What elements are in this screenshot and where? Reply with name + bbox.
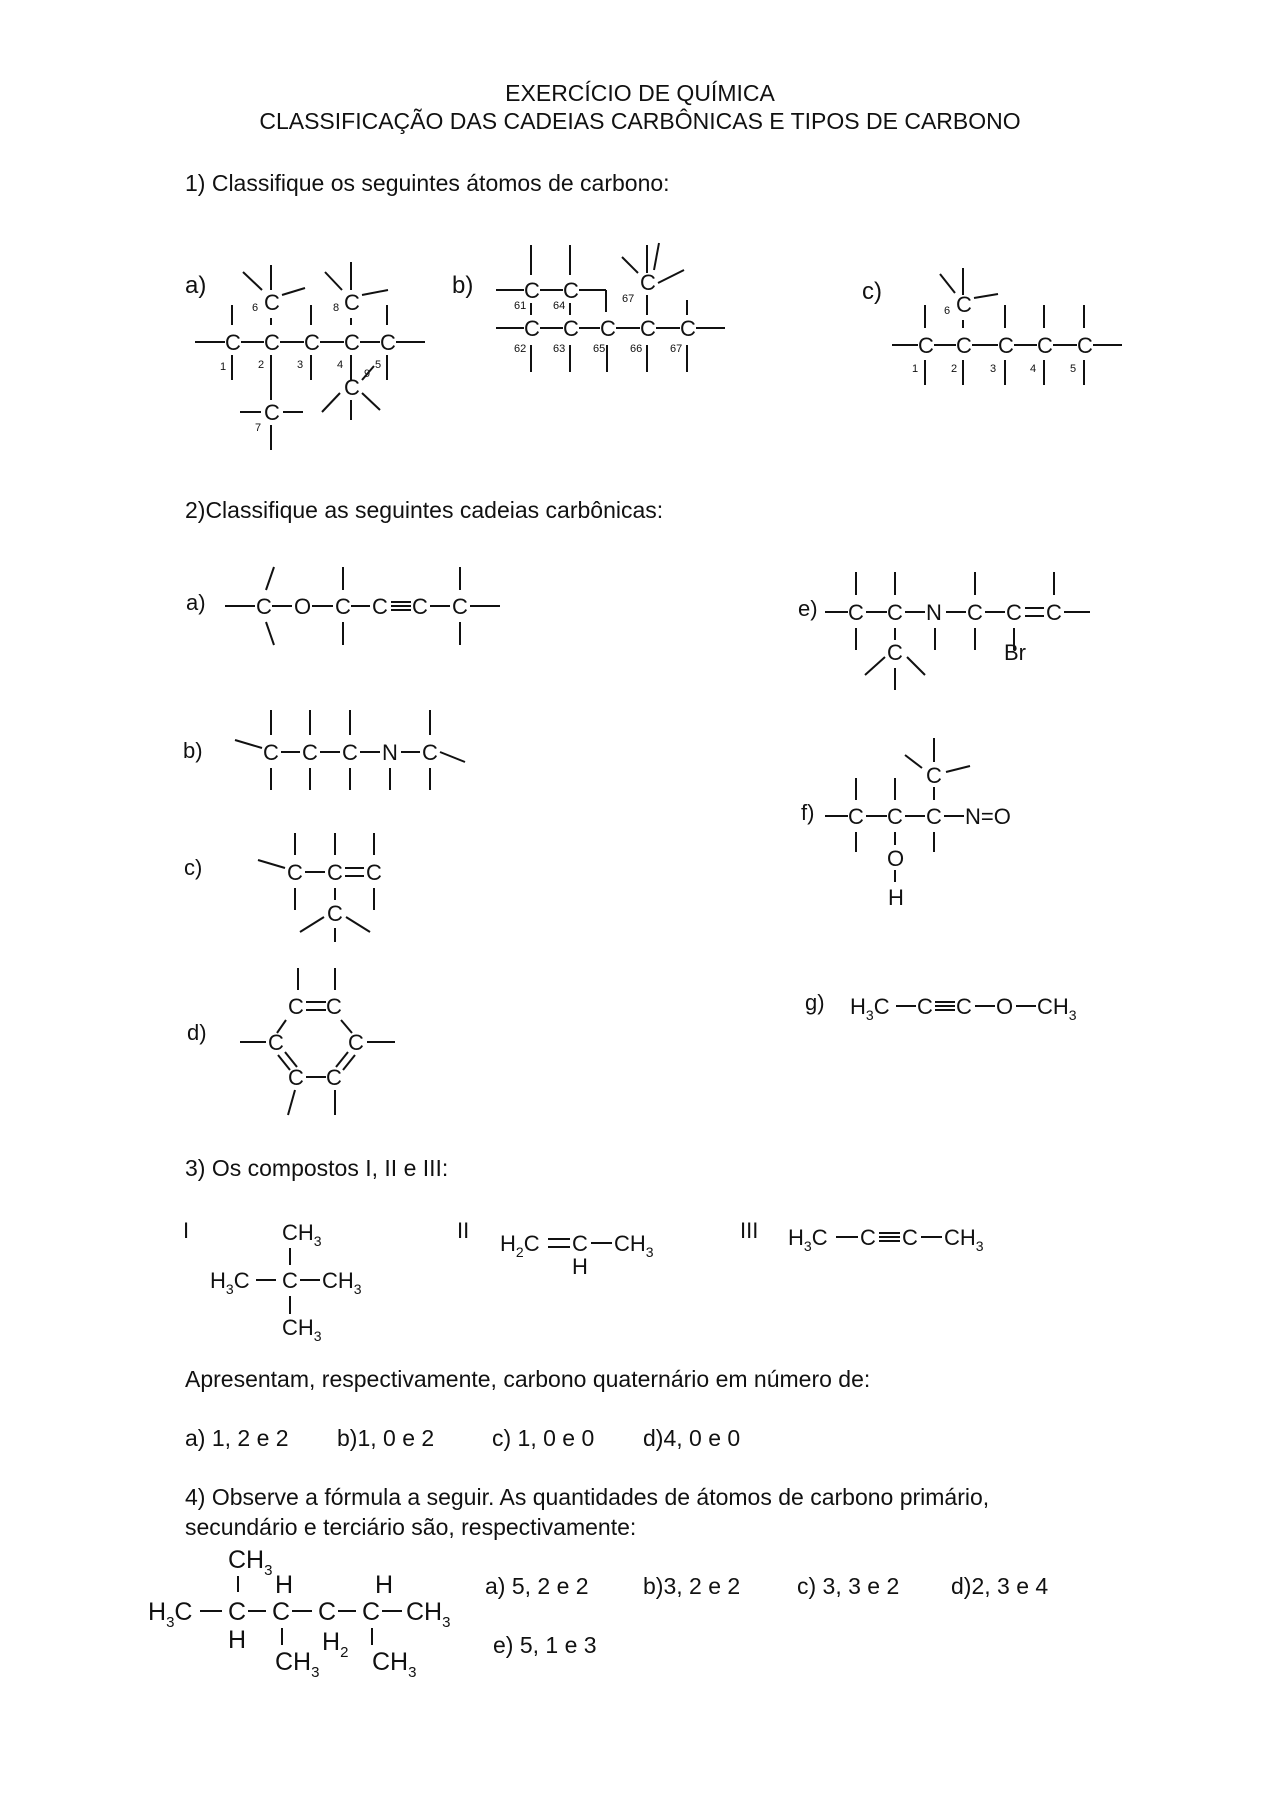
q3-option-d: d)4, 0 e 0: [643, 1425, 741, 1451]
q2e-structure: [825, 572, 1090, 690]
q2-label-d: d): [187, 1020, 207, 1045]
svg-text:C: C: [967, 600, 983, 625]
svg-text:C: C: [304, 330, 320, 355]
svg-text:CH3: $CH_3$: [228, 1546, 273, 1579]
svg-text:CH3: $CH_3$: [406, 1598, 451, 1631]
q3-compound-I: [210, 1220, 362, 1344]
q1b-number-62: 62: [514, 343, 527, 355]
q1a-number-1: 1: [220, 361, 227, 373]
question-4-text-line1: 4) Observe a fórmula a seguir. As quantidades de átomos de carbono primário,: [185, 1484, 990, 1510]
svg-text:C: C: [228, 1598, 247, 1626]
svg-text:C: C: [887, 640, 903, 665]
q1b-number-61: 61: [514, 300, 527, 312]
q1a-number-8: 8: [333, 302, 340, 314]
svg-text:CH3: $CH_3$: [614, 1231, 654, 1260]
q1b-number-63: 63: [553, 343, 566, 355]
svg-text:CH3: $CH_3$: [944, 1225, 984, 1254]
q4-option-a: a) 5, 2 e 2: [485, 1573, 589, 1599]
svg-text:C: C: [917, 994, 933, 1019]
q2d-structure: [240, 968, 395, 1115]
svg-text:C: C: [848, 600, 864, 625]
q4-option-e: e) 5, 1 e 3: [493, 1632, 597, 1658]
q1c-number-6: 6: [944, 305, 951, 317]
page-subtitle: CLASSIFICAÇÃO DAS CADEIAS CARBÔNICAS E TIPOS DE CARBONO: [259, 108, 1021, 134]
svg-text:CH3: $CH_3$: [322, 1268, 362, 1297]
question-2-text: 2)Classifique as seguintes cadeias carbônicas:: [185, 497, 664, 523]
svg-text:N: N: [926, 600, 942, 625]
q1a-number-9: 9: [364, 368, 371, 380]
q1c-number-4: 4: [1030, 363, 1037, 375]
svg-text:O: O: [996, 994, 1014, 1019]
svg-text:C: C: [640, 270, 656, 295]
svg-text:C: C: [264, 330, 280, 355]
q4-option-b: b)3, 2 e 2: [643, 1573, 741, 1599]
q2-label-a: a): [186, 590, 206, 615]
page-title: EXERCÍCIO DE QUÍMICA: [505, 80, 775, 106]
question-3-text: 3) Os compostos I, II e III:: [185, 1155, 449, 1181]
q1-label-a: a): [185, 272, 207, 299]
svg-text:C: C: [1046, 600, 1062, 625]
svg-text:C: C: [926, 804, 942, 829]
q2a-structure: [225, 567, 500, 645]
svg-text:C: C: [412, 594, 428, 619]
svg-text:H3C: $H_3C$: [210, 1268, 250, 1297]
svg-text:H2C: $H_2C$: [500, 1231, 540, 1260]
svg-text:CH3: $CH_3$: [1037, 994, 1077, 1023]
svg-text:H: H: [572, 1254, 588, 1279]
svg-text:C: C: [887, 804, 903, 829]
q1c-number-2: 2: [951, 363, 958, 375]
svg-text:O: O: [294, 594, 312, 619]
q3-compound-II: [500, 1231, 654, 1279]
svg-text:C: C: [902, 1225, 918, 1250]
svg-text:H3C: $H_3C$: [148, 1598, 193, 1631]
q1-label-c: c): [862, 278, 882, 305]
svg-text:C: C: [422, 740, 438, 765]
svg-text:C: C: [372, 594, 388, 619]
svg-text:C: C: [956, 994, 972, 1019]
q1a-number-7: 7: [255, 422, 262, 434]
question-1-text: 1) Classifique os seguintes átomos de carbono:: [185, 170, 670, 196]
q1a-number-3: 3: [297, 359, 304, 371]
svg-text:C: C: [282, 1268, 298, 1293]
svg-text:C: C: [362, 1598, 381, 1626]
q2e-substituent: Br: [1004, 640, 1026, 665]
q2f-group: N=O: [965, 804, 1011, 829]
q1a-structure: [195, 262, 425, 450]
svg-text:CH3: $CH_3$: [282, 1220, 322, 1249]
svg-text:C: C: [926, 763, 942, 788]
svg-text:C: C: [680, 316, 696, 341]
q2g-structure: [850, 994, 1077, 1023]
q4-option-c: c) 3, 3 e 2: [797, 1573, 900, 1599]
q3-compound-III: [788, 1225, 984, 1254]
q1a-number-2: 2: [258, 359, 265, 371]
svg-text:C: C: [288, 1065, 304, 1090]
q1-label-b: b): [452, 272, 474, 299]
svg-text:C: C: [288, 994, 304, 1019]
q1b-number-65: 65: [593, 343, 606, 355]
q1c-number-1: 1: [912, 363, 919, 375]
svg-text:C: C: [524, 316, 540, 341]
q2-label-g: g): [805, 990, 825, 1015]
q1b-structure: [496, 243, 725, 372]
svg-text:C: C: [272, 1598, 291, 1626]
svg-text:C: C: [366, 860, 382, 885]
svg-text:C: C: [326, 1065, 342, 1090]
svg-text:C: C: [263, 740, 279, 765]
q3-label-I: I: [183, 1218, 190, 1243]
svg-text:C: C: [335, 594, 351, 619]
svg-text:C: C: [848, 804, 864, 829]
svg-text:C: C: [264, 400, 280, 425]
svg-text:C: C: [600, 316, 616, 341]
svg-text:CH3: $CH_3$: [275, 1648, 320, 1681]
svg-text:CH3: $CH_3$: [282, 1315, 322, 1344]
svg-text:H: H: [228, 1626, 247, 1654]
svg-text:C: C: [1006, 600, 1022, 625]
svg-text:C: C: [327, 860, 343, 885]
svg-text:C: C: [956, 333, 972, 358]
q4-formula: [148, 1546, 450, 1681]
q1a-number-6: 6: [252, 302, 259, 314]
q4-option-d: d)2, 3 e 4: [951, 1573, 1049, 1599]
svg-text:H: H: [888, 885, 904, 910]
svg-text:C: C: [327, 901, 343, 926]
svg-text:C: C: [563, 316, 579, 341]
svg-text:C: C: [342, 740, 358, 765]
svg-text:C: C: [998, 333, 1014, 358]
q1c-number-5: 5: [1070, 363, 1077, 375]
svg-text:C: C: [640, 316, 656, 341]
q2-label-f: f): [801, 800, 815, 825]
svg-text:C: C: [326, 994, 342, 1019]
svg-text:C: C: [1077, 333, 1093, 358]
svg-text:C: C: [344, 290, 360, 315]
q3-option-c: c) 1, 0 e 0: [492, 1425, 595, 1451]
q2c-structure: [258, 833, 382, 942]
svg-text:H3C: $H_3C$: [788, 1225, 828, 1254]
q1b-number-66: 66: [630, 343, 643, 355]
q3-statement: Apresentam, respectivamente, carbono quaternário em número de:: [185, 1366, 871, 1392]
svg-text:O: O: [887, 846, 905, 871]
q1a-number-4: 4: [337, 359, 344, 371]
q3-option-a: a) 1, 2 e 2: [185, 1425, 289, 1451]
svg-text:C: C: [956, 292, 972, 317]
svg-text:C: C: [287, 860, 303, 885]
svg-text:C: C: [380, 330, 396, 355]
svg-text:C: C: [344, 375, 360, 400]
q2-label-b: b): [183, 738, 203, 763]
svg-text:C: C: [1037, 333, 1053, 358]
q2b-structure: [235, 710, 465, 790]
svg-text:C: C: [887, 600, 903, 625]
svg-text:C: C: [264, 290, 280, 315]
q1c-structure: [892, 268, 1122, 385]
q1b-number-64: 64: [553, 300, 566, 312]
q1b-number-67: 67: [670, 343, 683, 355]
svg-text:H3C: $H_3C$: [850, 994, 890, 1023]
q1c-number-3: 3: [990, 363, 997, 375]
q1a-number-5: 5: [375, 359, 382, 371]
q3-label-III: III: [740, 1218, 759, 1243]
svg-text:H: H: [275, 1571, 294, 1599]
q3-label-II: II: [457, 1218, 470, 1243]
svg-text:C: C: [256, 594, 272, 619]
svg-text:C: C: [452, 594, 468, 619]
svg-text:C: C: [268, 1030, 284, 1055]
svg-text:C: C: [344, 330, 360, 355]
svg-text:C: C: [348, 1030, 364, 1055]
q2-label-c: c): [184, 855, 203, 880]
svg-text:C: C: [302, 740, 318, 765]
svg-text:C: C: [318, 1598, 337, 1626]
svg-text:C: C: [225, 330, 241, 355]
question-4-text-line2: secundário e terciário são, respectivamente:: [185, 1514, 637, 1540]
svg-text:H2: $H_2$: [322, 1628, 349, 1661]
q3-option-b: b)1, 0 e 2: [337, 1425, 435, 1451]
q2f-structure: [825, 738, 1011, 910]
svg-text:N: N: [382, 740, 398, 765]
svg-text:CH3: $CH_3$: [372, 1648, 417, 1681]
svg-text:C: C: [918, 333, 934, 358]
svg-text:C: C: [860, 1225, 876, 1250]
q2-label-e: e): [798, 596, 818, 621]
svg-text:H: H: [375, 1571, 394, 1599]
svg-text:C: C: [563, 278, 579, 303]
svg-text:C: C: [524, 278, 540, 303]
q1b-number-67-top: 67: [622, 293, 635, 305]
svg-text:C: C: [572, 1231, 588, 1256]
